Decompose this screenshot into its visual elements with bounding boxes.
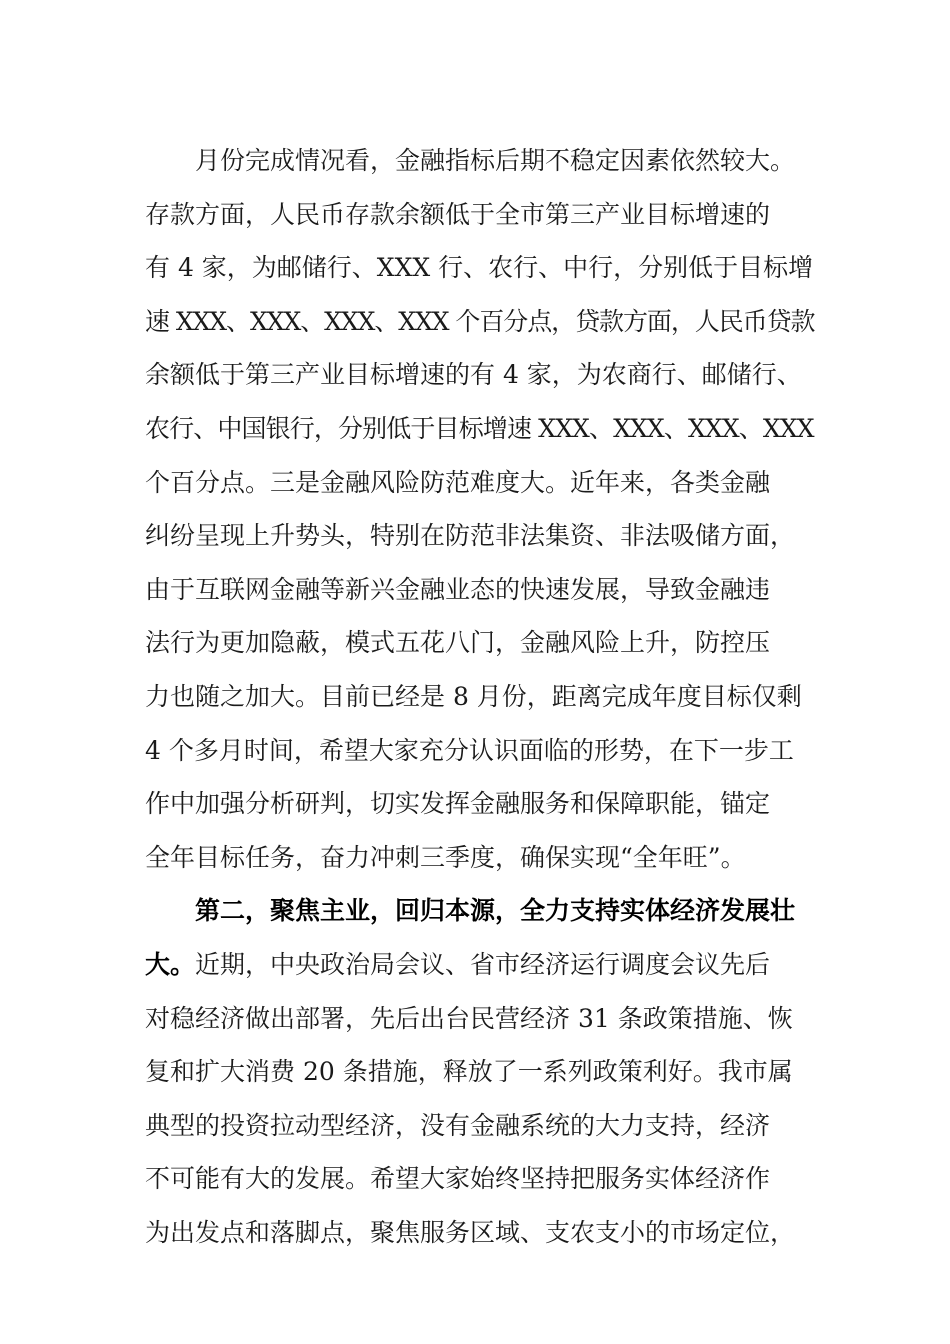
text-segment: 个百分点。三是金融风险防范难度大。近年来，各类金融	[145, 467, 771, 497]
text-segment: 力也随之加大。目前已经是 8 月份，距离完成年度目标仅剩	[145, 681, 802, 711]
text-line	[145, 402, 815, 456]
text-line	[145, 992, 815, 1046]
document-body	[145, 134, 815, 1259]
text-line	[145, 188, 815, 242]
text-line	[145, 241, 815, 295]
text-line	[145, 1152, 815, 1206]
text-line	[145, 295, 815, 349]
text-line	[145, 563, 815, 617]
text-line	[145, 938, 815, 992]
text-segment: 速 XXX、XXX、XXX、XXX 个百分点，贷款方面，人民币贷款	[145, 306, 815, 336]
text-line	[145, 509, 815, 563]
text-line	[145, 1099, 815, 1153]
text-segment: 作中加强分析研判，切实发挥金融服务和保障职能，锚定	[145, 789, 771, 819]
text-segment: 法行为更加隐蔽，模式五花八门，金融风险上升，防控压	[145, 628, 771, 658]
text-line	[145, 724, 815, 778]
text-segment: 有 4 家，为邮储行、XXX 行、农行、中行，分别低于目标增	[145, 253, 814, 283]
text-line	[145, 134, 815, 188]
text-segment: 全年目标任务，奋力冲刺三季度，确保实现“全年旺”。	[145, 842, 746, 872]
text-segment: 4 个多月时间，希望大家充分认识面临的形势，在下一步工	[145, 735, 794, 765]
text-line	[145, 884, 815, 938]
text-segment: 余额低于第三产业目标增速的有 4 家，为农商行、邮储行、	[145, 360, 802, 390]
text-segment: 近期，中央政治局会议、省市经济运行调度会议先后	[195, 949, 771, 979]
text-segment: 典型的投资拉动型经济，没有金融系统的大力支持，经济	[145, 1110, 771, 1140]
text-line	[145, 670, 815, 724]
text-line	[145, 616, 815, 670]
bold-text-segment: 第二，聚焦主业，回归本源，全力支持实体经济发展壮	[195, 896, 796, 926]
text-line	[145, 348, 815, 402]
text-segment: 农行、中国银行，分别低于目标增速 XXX、XXX、XXX、XXX	[145, 413, 814, 443]
text-segment: 由于互联网金融等新兴金融业态的快速发展，导致金融违	[145, 574, 771, 604]
text-segment: 复和扩大消费 20 条措施，释放了一系列政策利好。我市属	[145, 1057, 793, 1087]
text-segment: 存款方面，人民币存款余额低于全市第三产业目标增速的	[145, 199, 771, 229]
text-segment: 月份完成情况看，金融指标后期不稳定因素依然较大。	[195, 146, 796, 175]
bold-text-segment: 大。	[145, 949, 196, 979]
text-line	[145, 456, 815, 510]
text-line	[145, 831, 815, 885]
text-segment: 纠纷呈现上升势头，特别在防范非法集资、非法吸储方面，	[145, 521, 796, 551]
text-segment: 为出发点和落脚点，聚焦服务区域、支农支小的市场定位，	[145, 1217, 796, 1247]
text-segment: 不可能有大的发展。希望大家始终坚持把服务实体经济作	[145, 1164, 771, 1194]
text-line	[145, 1206, 815, 1260]
text-line	[145, 777, 815, 831]
text-segment: 对稳经济做出部署，先后出台民营经济 31 条政策措施、恢	[145, 1003, 793, 1033]
text-line	[145, 1045, 815, 1099]
